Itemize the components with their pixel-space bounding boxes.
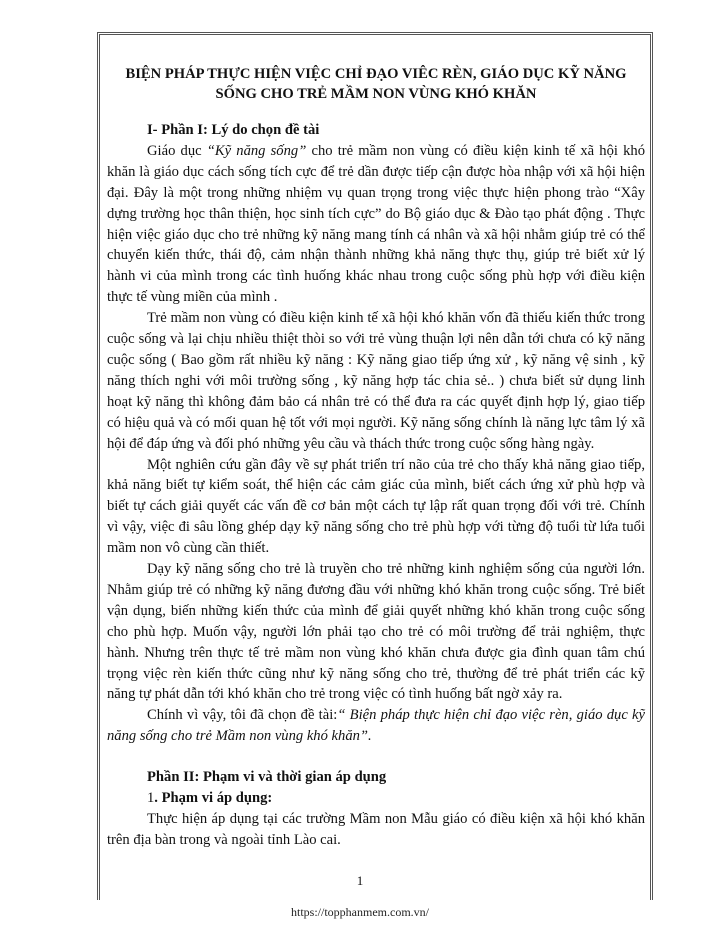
paragraph-5-prefix: Chính vì vậy, tôi đã chọn đề tài: (147, 707, 338, 724)
document-body (107, 64, 645, 851)
paragraph-1-prefix: Giáo dục (147, 142, 207, 159)
subheading-text: . Phạm vi áp dụng: (154, 790, 273, 807)
section-1-paragraph-1 (107, 141, 645, 308)
section-1-paragraph-5 (107, 705, 645, 747)
section-1-heading: I- Phần I: Lý do chọn đề tài (147, 122, 320, 138)
section-1-paragraph-4: Dạy kỹ năng sống cho trẻ là truyền cho trẻ những kinh nghiệm sống của người lớn. Nhằm giúp trẻ có những kỹ năng đương đầu với những khó khăn trong cuộc sống. Trẻ biết vận dụng, biến những kiến thức của mình để giải quyết những khó khăn trong cuộc sống cho phù hợp. Muốn vậy, người lớn phải tạo cho trẻ có môi trường để trải nghiệm, thực hành. Nhưng trên thực tế trẻ mầm non vùng khó khăn chưa được gia đình quan tâm chú trọng việc rèn kiến thức cũng như kỹ năng sống cho trẻ, thường để trẻ phát triển các kỹ năng tự phát dẫn tới khó khăn cho trẻ trong việc có tình huống bất ngờ xảy ra. (107, 561, 645, 703)
spacer (107, 747, 645, 767)
document-title: BIỆN PHÁP THỰC HIỆN VIỆC CHỈ ĐẠO VIÊC RÈN, GIÁO DỤC KỸ NĂNG SỐNG CHO TRẺ MẦM NON VÙNG KHÓ KHĂN (125, 66, 627, 102)
section-2-subheading (107, 788, 645, 809)
paragraph-5-italic: “ Biện pháp thực hiện chỉ đạo việc rèn, giáo dục kỹ năng sống cho trẻ Mầm non vùng khó khăn”. (107, 707, 646, 745)
footer-url[interactable]: https://topphanmem.com.vn/ (291, 905, 429, 919)
section-1-paragraph-3: Một nghiên cứu gần đây về sự phát triển trí não của trẻ cho thấy khả năng giao tiếp, khả năng biết tự kiểm soát, thể hiện các cảm giác của mình, biết cách ứng xử phù hợp và biết tự cách giải quyết các vấn đề cơ bản một cách tự lập rất quan trọng đối với trẻ. Chính vì vậy, việc đi sâu lồng ghép dạy kỹ năng sống cho trẻ phù hợp với từng độ tuổi từ lứa tuổi mầm non vô cùng cần thiết. (107, 456, 645, 557)
section-2-heading: Phần II: Phạm vi và thời gian áp dụng (147, 769, 387, 786)
subheading-number: 1 (147, 790, 155, 807)
page-number: 1 (356, 873, 364, 888)
paragraph-1-italic: “Kỹ năng sống” (206, 142, 307, 159)
section-2-paragraph-1: Thực hiện áp dụng tại các trường Mầm non Mẫu giáo có điều kiện xã hội khó khăn trên địa bàn trong và ngoài tỉnh Lào cai. (107, 811, 645, 848)
section-1-paragraph-2: Trẻ mầm non vùng có điều kiện kinh tế xã hội khó khăn vốn đã thiếu kiến thức trong cuộc sống và lại chịu nhiều thiệt thòi so với trẻ vùng thuận lợi nên dẫn tới chưa có kỹ năng cuộc sống ( Bao gồm rất nhiều kỹ năng : Kỹ năng giao tiếp ứng xử , kỹ năng vệ sinh , kỹ năng thích nghi với môi trường sống , kỹ năng hợp tác chia sẻ.. ) chưa biết sử dụng linh hoạt kỹ năng thì không đảm bảo cá nhân trẻ có thể đưa ra các quyết định hợp lý, giao tiếp có hiệu quả và có mối quan hệ tốt với mọi người. Kỹ năng sống chính là năng lực tâm lý xã hội để đáp ứng và đối phó những yêu cầu và thách thức trong cuộc sống hàng ngày. (107, 310, 645, 452)
paragraph-1-rest: cho trẻ mầm non vùng có điều kiện kinh tế xã hội khó khăn là giáo dục cách sống tích cực để trẻ dần được tiếp cận được hòa nhập với xã hội hiện đại. Đây là một trong những nhiệm vụ quan trọng trong việc thực hiện phong trào “Xây dựng trường học thân thiện, học sinh tích cực” do Bộ giáo dục & Đào tạo phát động . Thực hiện việc giáo dục cho trẻ những kỹ năng mang tính cá nhân và xã hội nhằm giúp trẻ có thể chuyển kiến thức, thái độ, cảm nhận thành những khả năng thực thụ, giúp trẻ biết xử lý hành vi của mình trong các tình huống khác nhau trong cuộc sống phù hợp với điều kiện thực tế vùng miền của mình . (107, 142, 646, 306)
